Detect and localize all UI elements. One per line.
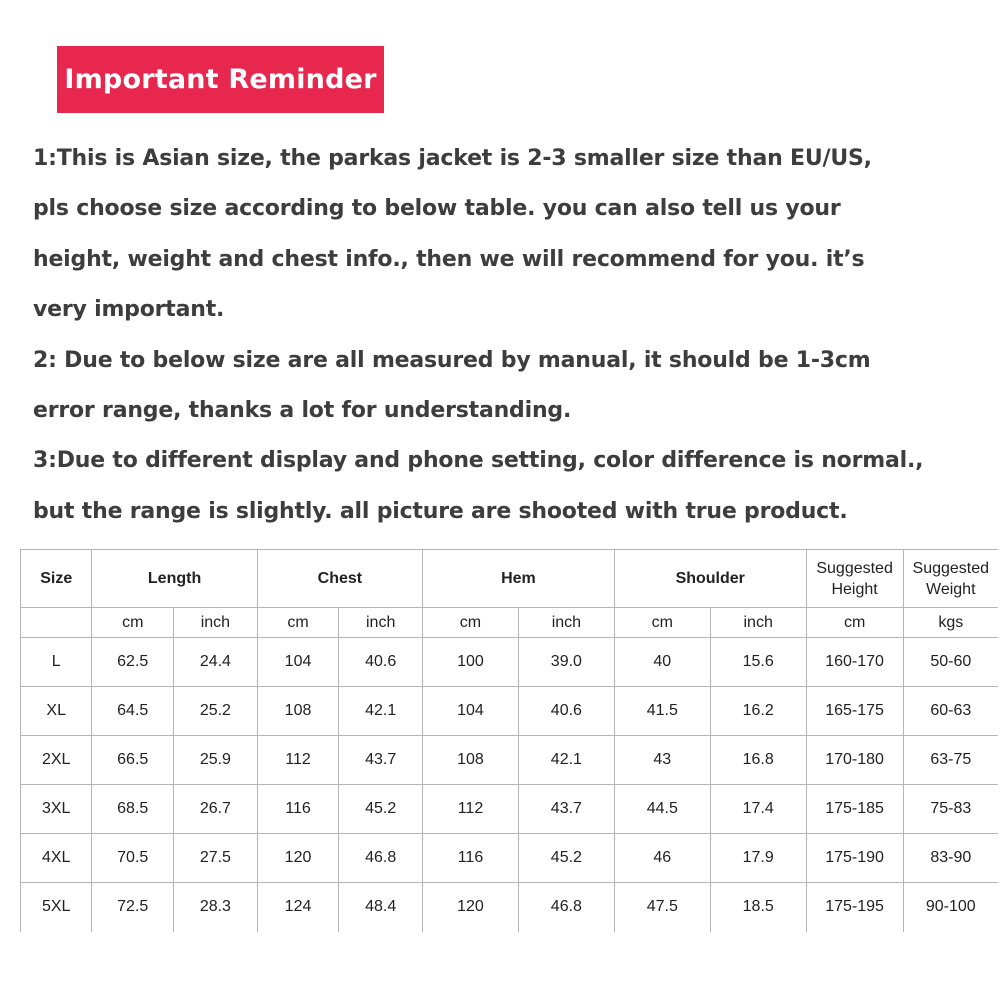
table-cell: 108 — [257, 687, 339, 736]
table-cell: 104 — [257, 638, 339, 687]
header-size: Size — [21, 550, 92, 608]
note-line: error range, thanks a lot for understanding. — [33, 397, 572, 423]
table-row — [21, 638, 999, 687]
table-cell: 90-100 — [903, 883, 998, 932]
header-suggested-height-line1: Suggested — [816, 559, 893, 577]
table-cell: 165-175 — [806, 687, 903, 736]
table-unit-row — [21, 608, 999, 638]
table-cell: 112 — [257, 736, 339, 785]
unit-cell: cm — [614, 608, 710, 638]
table-cell: 16.8 — [710, 736, 806, 785]
table-cell: 175-195 — [806, 883, 903, 932]
table-header-row — [21, 550, 999, 608]
table-cell: 48.4 — [339, 883, 423, 932]
table-cell: 116 — [257, 785, 339, 834]
table-cell: 46.8 — [518, 883, 614, 932]
table-cell: 24.4 — [174, 638, 258, 687]
unit-cell: kgs — [903, 608, 998, 638]
table-cell: 175-185 — [806, 785, 903, 834]
table-cell: 47.5 — [614, 883, 710, 932]
unit-cell: inch — [518, 608, 614, 638]
table-row — [21, 736, 999, 785]
banner-title: Important Reminder — [64, 64, 377, 95]
unit-cell: inch — [710, 608, 806, 638]
size-chart-table — [20, 549, 998, 932]
table-cell: 42.1 — [339, 687, 423, 736]
table-cell: 18.5 — [710, 883, 806, 932]
table-cell: 64.5 — [92, 687, 174, 736]
table-cell: 43.7 — [339, 736, 423, 785]
unit-cell: cm — [92, 608, 174, 638]
header-hem: Hem — [423, 550, 615, 608]
table-cell: 25.9 — [174, 736, 258, 785]
size-cell: 4XL — [21, 834, 92, 883]
size-cell: 2XL — [21, 736, 92, 785]
table-cell: 62.5 — [92, 638, 174, 687]
table-cell: 46.8 — [339, 834, 423, 883]
table-cell: 60-63 — [903, 687, 998, 736]
table-cell: 120 — [423, 883, 519, 932]
size-cell: XL — [21, 687, 92, 736]
table-row — [21, 883, 999, 932]
note-line: height, weight and chest info., then we will recommend for you. it’s — [33, 246, 865, 272]
table-cell: 40.6 — [339, 638, 423, 687]
table-row — [21, 834, 999, 883]
unit-cell — [21, 608, 92, 638]
table-cell: 44.5 — [614, 785, 710, 834]
table-cell: 100 — [423, 638, 519, 687]
table-cell: 43.7 — [518, 785, 614, 834]
table-cell: 17.9 — [710, 834, 806, 883]
table-cell: 70.5 — [92, 834, 174, 883]
unit-cell: inch — [174, 608, 258, 638]
table-cell: 120 — [257, 834, 339, 883]
table-row — [21, 785, 999, 834]
note-line: pls choose size according to below table. you can also tell us your — [33, 196, 841, 222]
table-cell: 112 — [423, 785, 519, 834]
note-line: very important. — [33, 297, 225, 323]
header-suggested-weight-line2: Weight — [926, 580, 976, 598]
header-shoulder: Shoulder — [614, 550, 806, 608]
table-cell: 17.4 — [710, 785, 806, 834]
important-reminder-banner — [57, 46, 384, 113]
unit-cell: cm — [257, 608, 339, 638]
table-cell: 175-190 — [806, 834, 903, 883]
header-suggested-height — [806, 550, 903, 608]
table-cell: 26.7 — [174, 785, 258, 834]
table-cell: 63-75 — [903, 736, 998, 785]
table-cell: 160-170 — [806, 638, 903, 687]
table-cell: 45.2 — [339, 785, 423, 834]
table-cell: 41.5 — [614, 687, 710, 736]
note-line: 3:Due to different display and phone setting, color difference is normal., — [33, 448, 924, 474]
size-cell: 3XL — [21, 785, 92, 834]
header-suggested-weight-line1: Suggested — [912, 559, 990, 577]
table-row — [21, 687, 999, 736]
table-cell: 45.2 — [518, 834, 614, 883]
table-cell: 42.1 — [518, 736, 614, 785]
header-suggested-height-line2: Height — [831, 580, 878, 598]
unit-cell: cm — [423, 608, 519, 638]
table-cell: 40.6 — [518, 687, 614, 736]
table-cell: 27.5 — [174, 834, 258, 883]
header-suggested-weight — [903, 550, 998, 608]
table-cell: 66.5 — [92, 736, 174, 785]
table-cell: 50-60 — [903, 638, 998, 687]
unit-cell: inch — [339, 608, 423, 638]
table-cell: 16.2 — [710, 687, 806, 736]
header-chest: Chest — [257, 550, 422, 608]
note-line: 1:This is Asian size, the parkas jacket is 2-3 smaller size than EU/US, — [33, 146, 872, 171]
table-cell: 83-90 — [903, 834, 998, 883]
table-cell: 40 — [614, 638, 710, 687]
note-line: 2: Due to below size are all measured by manual, it should be 1-3cm — [33, 347, 871, 373]
note-line: but the range is slightly. all picture are shooted with true product. — [33, 498, 848, 524]
unit-cell: cm — [806, 608, 903, 638]
table-cell: 43 — [614, 736, 710, 785]
table-cell: 28.3 — [174, 883, 258, 932]
table-cell: 75-83 — [903, 785, 998, 834]
table-cell: 46 — [614, 834, 710, 883]
table-cell: 15.6 — [710, 638, 806, 687]
header-length: Length — [92, 550, 257, 608]
table-cell: 25.2 — [174, 687, 258, 736]
table-cell: 108 — [423, 736, 519, 785]
table-cell: 124 — [257, 883, 339, 932]
table-cell: 39.0 — [518, 638, 614, 687]
table-cell: 72.5 — [92, 883, 174, 932]
reminder-notes — [33, 139, 983, 542]
size-cell: L — [21, 638, 92, 687]
size-cell: 5XL — [21, 883, 92, 932]
table-cell: 104 — [423, 687, 519, 736]
table-cell: 116 — [423, 834, 519, 883]
table-cell: 68.5 — [92, 785, 174, 834]
table-cell: 170-180 — [806, 736, 903, 785]
